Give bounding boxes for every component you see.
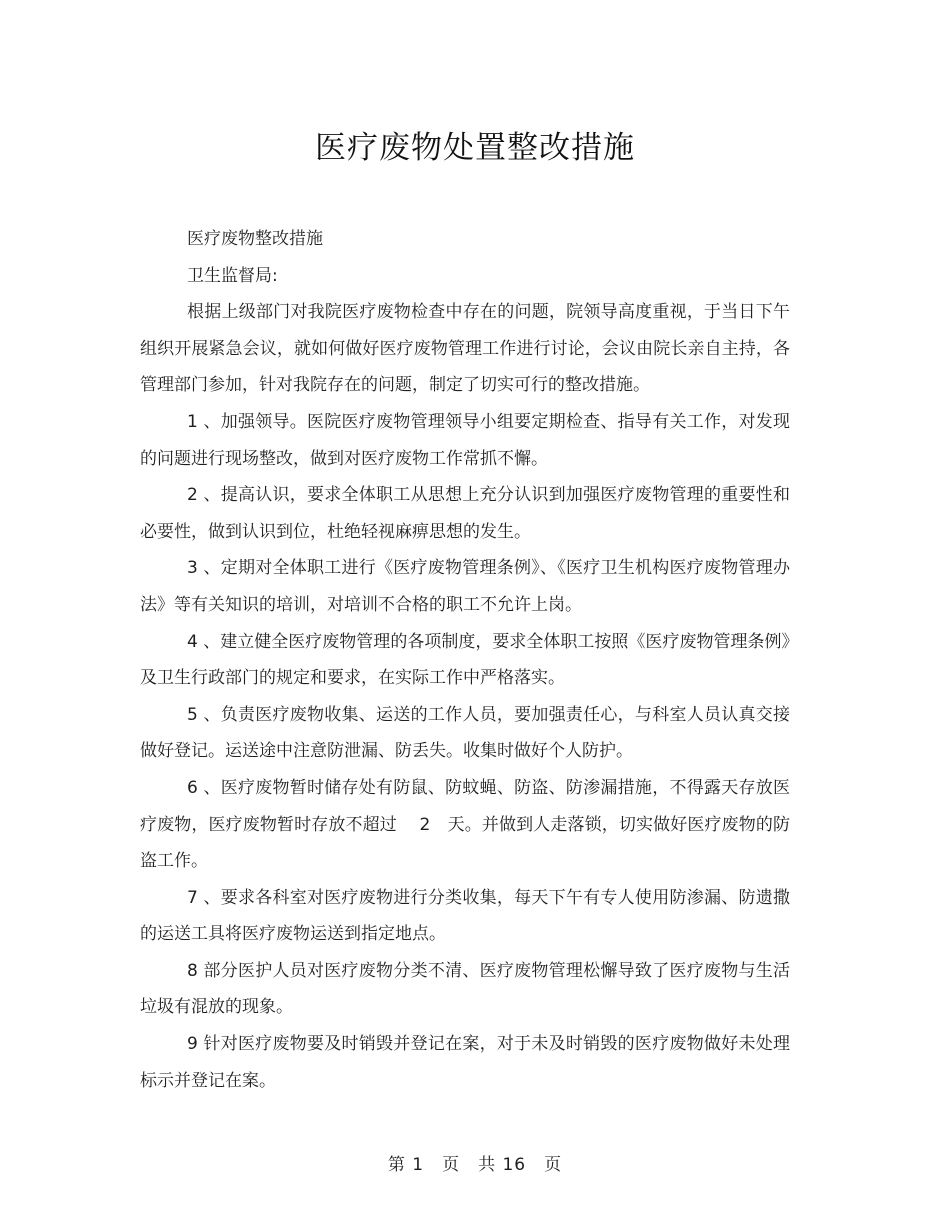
paragraph-item-6: 6 、医疗废物暂时储存处有防鼠、防蚊蝇、防盗、防渗漏措施，不得露天存放医疗废物，医疗废物暂时存放不超过 2 天。并做到人走落锁，切实做好医疗废物的防盗工作。 xyxy=(140,777,790,872)
document-title: 医疗废物处置整改措施 xyxy=(315,130,635,166)
paragraph-addressee: 卫生监督局: xyxy=(187,265,278,286)
paragraph-item-2: 2 、提高认识，要求全体职工从思想上充分认识到加强医疗废物管理的重要性和必要性，做到认识到位，杜绝轻视麻痹思想的发生。 xyxy=(140,485,790,542)
paragraph-item-1: 1 、加强领导。医院医疗废物管理领导小组要定期检查、指导有关工作，对发现的问题进行现场整改，做到对医疗废物工作常抓不懈。 xyxy=(140,411,790,469)
paragraph-intro: 根据上级部门对我院医疗废物检查中存在的问题，院领导高度重视，于当日下午组织开展紧急会议，就如何做好医疗废物管理工作进行讨论，会议由院长亲自主持，各管理部门参加，针对我院存在的问题，制定了切实可行的整改措施。 xyxy=(140,302,790,396)
paragraph-item-7: 7 、要求各科室对医疗废物进行分类收集，每天下午有专人使用防渗漏、防遗撒的运送工具将医疗废物运送到指定地点。 xyxy=(140,887,790,945)
document-body xyxy=(140,221,790,1099)
paragraph-item-8: 8 部分医护人员对医疗废物分类不清、医疗废物管理松懈导致了医疗废物与生活垃圾有混放的现象。 xyxy=(140,960,790,1018)
paragraph-item-4: 4 、建立健全医疗废物管理的各项制度，要求全体职工按照《医疗废物管理条例》及卫生行政部门的规定和要求，在实际工作中严格落实。 xyxy=(140,631,790,689)
paragraph-item-9: 9 针对医疗废物要及时销毁并登记在案，对于未及时销毁的医疗废物做好未处理标示并登记在案。 xyxy=(140,1034,790,1091)
paragraph-subject: 医疗废物整改措施 xyxy=(187,229,323,249)
page-number-footer: 第 1 页 共 16 页 xyxy=(387,1155,563,1175)
paragraph-item-3: 3 、定期对全体职工进行《医疗废物管理条例》、《医疗卫生机构医疗废物管理办法》等有关知识的培训，对培训不合格的职工不允许上岗。 xyxy=(140,558,790,615)
paragraph-item-5: 5 、负责医疗废物收集、运送的工作人员，要加强责任心，与科室人员认真交接做好登记。运送途中注意防泄漏、防丢失。收集时做好个人防护。 xyxy=(140,704,790,762)
